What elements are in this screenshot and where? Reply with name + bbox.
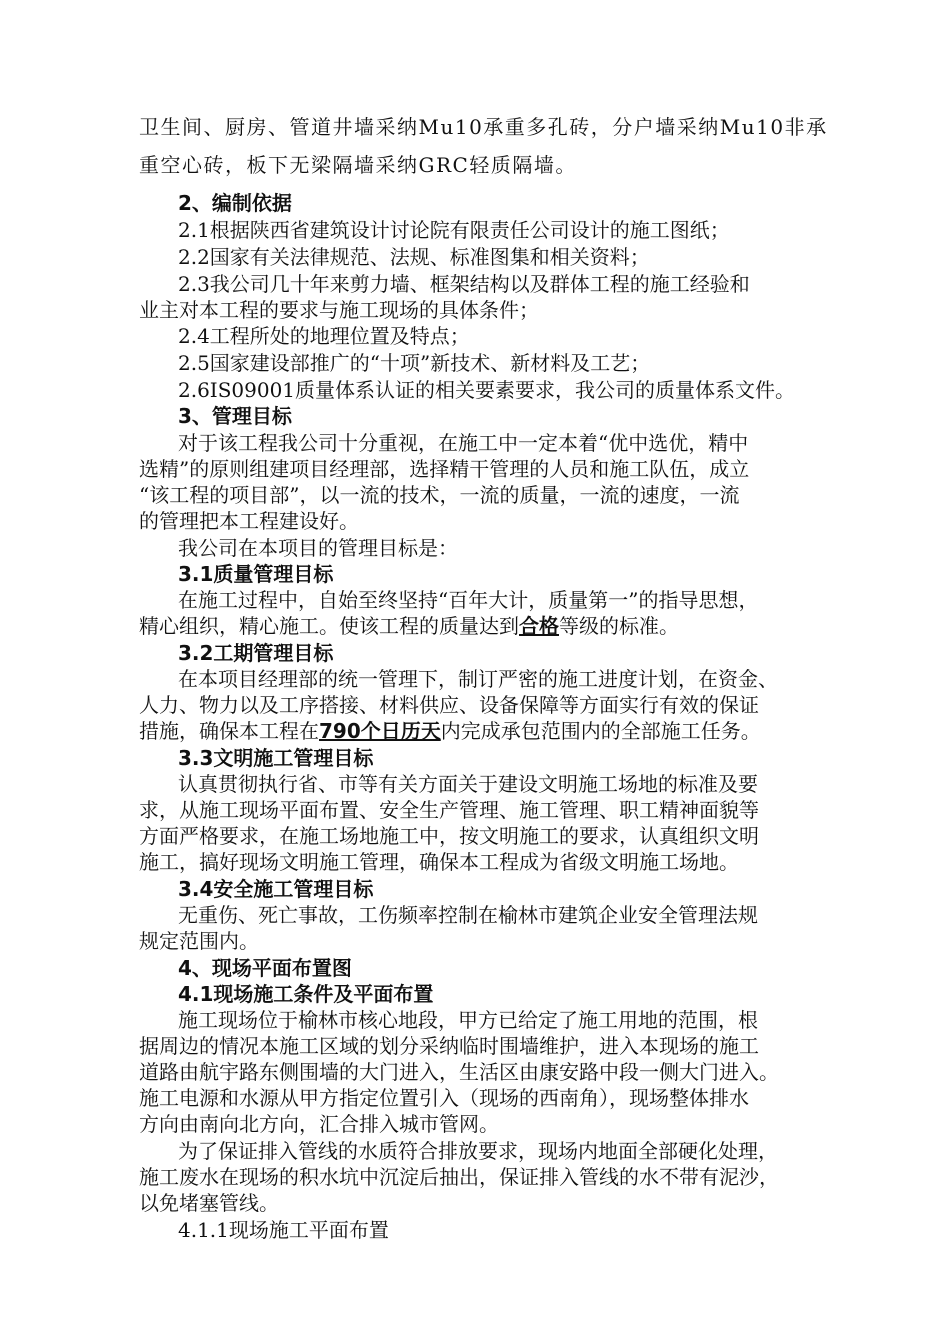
paragraph-line: 无重伤、死亡事故，工伤频率控制在榆林市建筑企业安全管理法规 bbox=[178, 903, 758, 927]
duration-emphasis: 790个日历天 bbox=[319, 719, 441, 743]
paragraph-line: 道路由航宇路东侧围墙的大门进入，生活区由康安路中段一侧大门进入。 bbox=[139, 1060, 779, 1084]
basis-item-2-4: 2.4工程所处的地理位置及特点； bbox=[178, 324, 470, 348]
paragraph-line-with-emphasis bbox=[139, 718, 839, 744]
section-heading-3: 3、管理目标 bbox=[178, 404, 292, 428]
text-run: 等级的标准。 bbox=[559, 614, 679, 638]
basis-item-2-5: 2.5国家建设部推广的“十项”新技术、新材料及工艺； bbox=[178, 351, 651, 375]
paragraph-line: 求，从施工现场平面布置、安全生产管理、施工管理、职工精神面貌等 bbox=[139, 798, 759, 822]
text-run: 措施，确保本工程在 bbox=[139, 719, 319, 743]
paragraph-line: 以免堵塞管线。 bbox=[139, 1191, 279, 1215]
paragraph-line-with-emphasis bbox=[139, 613, 839, 639]
paragraph-line: 在本项目经理部的统一管理下，制订严密的施工进度计划，在资金、 bbox=[178, 667, 778, 691]
paragraph-line: 施工，搞好现场文明施工管理，确保本工程成为省级文明施工场地。 bbox=[139, 850, 739, 874]
paragraph-line: 方面严格要求，在施工场地施工中，按文明施工的要求，认真组织文明 bbox=[139, 824, 759, 848]
quality-level-emphasis: 合格 bbox=[519, 614, 559, 638]
paragraph-line: 对于该工程我公司十分重视，在施工中一定本着“优中选优，精中 bbox=[178, 431, 749, 455]
paragraph-line: 在施工过程中，自始至终坚持“百年大计，质量第一”的指导思想， bbox=[178, 588, 759, 612]
paragraph-line: 施工现场位于榆林市核心地段，甲方已给定了施工用地的范围，根 bbox=[178, 1008, 758, 1032]
intro-line-1: 卫生间、厨房、管道井墙采纳Mu10承重多孔砖，分户墙采纳Mu10非承 bbox=[139, 115, 828, 139]
basis-item-2-3-cont: 业主对本工程的要求与施工现场的具体条件； bbox=[139, 298, 539, 322]
basis-item-2-1: 2.1根据陕西省建筑设计讨论院有限责任公司设计的施工图纸； bbox=[178, 218, 730, 242]
text-run: 内完成承包范围内的全部施工任务。 bbox=[440, 719, 761, 743]
paragraph-line: 施工废水在现场的积水坑中沉淀后抽出，保证排入管线的水不带有泥沙， bbox=[139, 1165, 779, 1189]
intro-line-2: 重空心砖，板下无梁隔墙采纳GRC轻质隔墙。 bbox=[139, 153, 577, 177]
subsection-heading-4-1: 4.1现场施工条件及平面布置 bbox=[178, 982, 434, 1006]
paragraph-line: 施工电源和水源从甲方指定位置引入（现场的西南角），现场整体排水 bbox=[139, 1086, 749, 1110]
paragraph-line: 据周边的情况本施工区域的划分采纳临时围墙维护，进入本现场的施工 bbox=[139, 1034, 759, 1058]
subsection-heading-3-3: 3.3文明施工管理目标 bbox=[178, 746, 374, 770]
basis-item-2-2: 2.2国家有关法律规范、法规、标准图集和相关资料； bbox=[178, 245, 650, 269]
subsection-heading-3-1: 3.1质量管理目标 bbox=[178, 562, 334, 586]
paragraph-line: 人力、物力以及工序搭接、材料供应、设备保障等方面实行有效的保证 bbox=[139, 693, 759, 717]
paragraph-line: 规定范围内。 bbox=[139, 929, 259, 953]
paragraph-line: 我公司在本项目的管理目标是： bbox=[178, 536, 458, 560]
paragraph-line: “该工程的项目部”，以一流的技术，一流的质量，一流的速度，一流 bbox=[139, 483, 740, 507]
text-run: 精心组织，精心施工。使该工程的质量达到 bbox=[139, 614, 519, 638]
paragraph-line: 认真贯彻执行省、市等有关方面关于建设文明施工场地的标准及要 bbox=[178, 772, 758, 796]
subsection-heading-3-2: 3.2工期管理目标 bbox=[178, 641, 334, 665]
section-heading-2: 2、编制依据 bbox=[178, 191, 292, 215]
basis-item-2-3: 2.3我公司几十年来剪力墙、框架结构以及群体工程的施工经验和 bbox=[178, 272, 750, 296]
section-heading-4: 4、现场平面布置图 bbox=[178, 956, 352, 980]
basis-item-2-6: 2.6IS09001质量体系认证的相关要素要求，我公司的质量体系文件。 bbox=[178, 378, 796, 402]
paragraph-line: 方向由南向北方向，汇合排入城市管网。 bbox=[139, 1112, 499, 1136]
subsection-heading-3-4: 3.4安全施工管理目标 bbox=[178, 877, 374, 901]
paragraph-line: 为了保证排入管线的水质符合排放要求，现场内地面全部硬化处理， bbox=[178, 1139, 778, 1163]
paragraph-line: 选精”的原则组建项目经理部，选择精干管理的人员和施工队伍，成立 bbox=[139, 457, 750, 481]
subsection-heading-4-1-1: 4.1.1现场施工平面布置 bbox=[178, 1218, 389, 1242]
paragraph-line: 的管理把本工程建设好。 bbox=[139, 509, 359, 533]
